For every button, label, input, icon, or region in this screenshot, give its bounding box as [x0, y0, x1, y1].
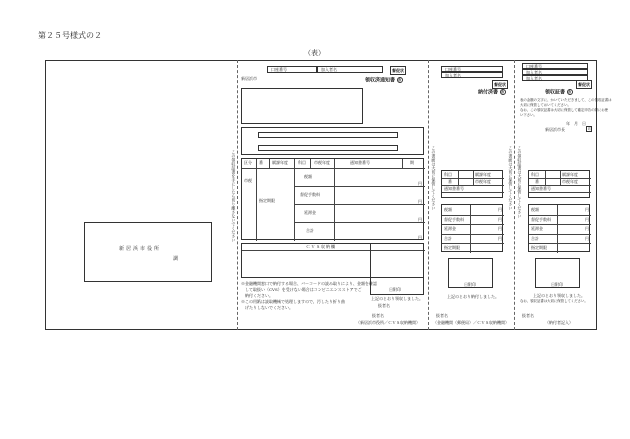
main-notice-title	[365, 77, 403, 84]
right-receipt-note2: なお、領収証書は大切に保管してください。	[520, 299, 588, 303]
main-date-stamp-box	[370, 243, 424, 295]
main-amount-total: 合計	[306, 228, 314, 233]
main-notice-circle: 市	[398, 78, 402, 82]
mid-date-stamp-box	[448, 258, 493, 288]
mid-yen-1: 円	[498, 207, 502, 212]
mid-amount-late: 延滞金	[444, 226, 456, 232]
mid-table-amounts	[441, 204, 503, 252]
mid-row-year: 市税年度	[475, 178, 491, 184]
right-row-year: 市税年度	[562, 178, 578, 184]
main-header-label-1: 口座番号	[271, 67, 287, 72]
right-amount-total: 合計	[531, 235, 539, 241]
mid-yen-3: 円	[498, 226, 502, 232]
mid-footer-label: 扱者名	[436, 313, 448, 318]
right-date-stamp-label: 日附印	[551, 282, 563, 287]
right-row-kamoku: 科目	[531, 171, 539, 177]
right-panel-divider	[514, 60, 515, 330]
right-yen-1: 円	[585, 207, 589, 212]
left-panel-divider	[237, 60, 238, 330]
main-head-year: 市税年度	[314, 160, 330, 165]
right-title-circle: 市	[568, 90, 572, 94]
main-note-4: ※この用紙は読取機械で処理しますので、汚したり折り曲	[241, 299, 345, 304]
right-issuer: 新居浜市長	[545, 127, 565, 132]
main-amount-fee: 督促手数料	[300, 192, 320, 197]
main-note-3: 納付ください。	[241, 293, 273, 298]
mid-panel-divider	[428, 60, 429, 330]
main-date-stamp-label: 日附印	[389, 287, 401, 292]
right-header-label-1: 口座番号	[526, 63, 542, 69]
right-row-fuka: 賦課年度	[562, 171, 578, 177]
right-note-1: 表の金額の文字に、かいていただきまして、この領収証書は	[520, 98, 612, 102]
right-date-label: 年 月 日	[566, 121, 586, 126]
right-amount-deadline: 指定期限	[531, 245, 547, 251]
right-receipt-note1: 上記のとおり領収しました。	[533, 293, 585, 298]
right-amount-fee: 督促手数料	[531, 216, 551, 222]
main-amount-late: 延滞金	[304, 210, 316, 215]
mid-yen-4: 円	[498, 235, 502, 241]
main-notice-title-text: 領収済通知書	[365, 77, 396, 84]
main-barcode-slot-2	[258, 145, 398, 151]
mid-row-ban: 番	[448, 178, 452, 184]
right-issuer-seal-text: 印	[588, 127, 592, 131]
right-date-stamp-box	[535, 258, 580, 288]
side-label: （表）	[304, 49, 325, 57]
right-table-top	[528, 170, 590, 198]
mid-vertical-note: この書面は大切に保管してください	[431, 146, 437, 210]
main-barcode-slot-1	[258, 132, 398, 138]
mid-table-top	[441, 170, 503, 198]
main-stamp-receipt-kind: 督促状	[390, 66, 406, 75]
main-table	[241, 158, 424, 240]
right-yen-3: 円	[585, 226, 589, 232]
main-row-label: 市税	[244, 178, 252, 183]
mid-amount-deadline: 指定期限	[444, 245, 460, 251]
right-title	[545, 89, 573, 96]
main-yen-3: 円	[418, 217, 422, 222]
mid-header-label-2: 加入者名	[445, 72, 461, 78]
main-yen-4: 円	[418, 235, 422, 240]
right-vertical-note: この領収証書は大切に保管してください	[517, 146, 523, 218]
right-note-4: い下さい。	[520, 112, 537, 117]
main-footer-label: 扱者名	[372, 313, 384, 318]
mid-amount-fee: 督促手数料	[444, 216, 464, 222]
main-fee-label: 指定期限	[259, 198, 275, 203]
main-head-ki: 期	[410, 160, 414, 165]
main-address-box	[241, 88, 363, 124]
office-address-box	[84, 222, 212, 282]
mid-footer-sub: （金融機関（郵便局）／ＣＶＳ収納機関）	[433, 320, 509, 325]
right-header-label-3: 加入者名	[526, 75, 542, 81]
mid-receipt-note: 上記のとおり納付しました。	[447, 294, 499, 299]
right-footer-label: 扱者名	[522, 313, 534, 318]
mid-title-circle: 市	[501, 90, 505, 94]
mid-row-notice: 通知書番号	[444, 185, 464, 191]
right-footer-sub: （納付者記入）	[545, 320, 573, 325]
main-cvs-label: ＣＶＳ収納欄	[306, 244, 336, 249]
right-stamp: 督促状	[576, 80, 592, 89]
main-barcode-box	[241, 127, 424, 155]
form-title: 第２５号様式の２	[38, 31, 102, 40]
right-amount-tax: 税額	[531, 207, 539, 212]
main-head-kamoku: 科目	[298, 160, 306, 165]
main-receipt-note1: 上記のとおり領収しました。	[371, 296, 423, 301]
main-note-5: げたりしないでください。	[241, 305, 293, 310]
mid-header-label-1: 口座番号	[445, 66, 461, 72]
main-receipt-note2: 扱者名	[378, 303, 390, 308]
right-notes	[520, 99, 611, 117]
right-header-label-2: 加入者名	[526, 69, 542, 75]
mid-date-stamp-label: 日附印	[464, 282, 476, 287]
office-sub: 調	[173, 256, 179, 262]
main-notes	[241, 282, 377, 310]
right-row-ban: 番	[535, 178, 539, 184]
mid-yen-2: 円	[498, 216, 502, 222]
main-header-label-2: 加入者名	[321, 67, 337, 72]
main-header-box-2	[317, 66, 383, 73]
main-vertical-note: この領収証書を手にしたら切り離さないでください	[231, 150, 237, 242]
main-head-fuka: 賦課年度	[272, 160, 288, 165]
mid-row-fuka: 賦課年度	[475, 171, 491, 177]
mid-amount-total: 合計	[444, 235, 452, 241]
mid-title-text: 納付済書	[478, 89, 499, 96]
main-amount-tax: 税額	[304, 174, 312, 179]
right-yen-2: 円	[585, 216, 589, 222]
right-issuer-seal	[586, 126, 592, 132]
mid-title	[478, 89, 506, 96]
office-label: 新居浜市役所	[119, 246, 162, 252]
right-yen-4: 円	[585, 235, 589, 241]
mid-stamp: 督促状	[492, 80, 508, 89]
main-head-notice-no: 通知書番号	[350, 160, 370, 165]
main-note-1: ※金融機関窓口で納付する場合、バーコードの読み取りにより、金額を確認	[241, 281, 377, 286]
main-head-ban: 番	[259, 160, 263, 165]
main-header-box-1	[267, 66, 317, 73]
right-note-3: なお、この領収証書は大切に保管して確定申告の際にお使	[520, 107, 609, 112]
main-yen-1: 円	[418, 181, 422, 186]
main-footer-sub: （新居浜市役所／ＣＶＳ収納機関）	[356, 320, 420, 325]
main-sender-label: 新居浜市	[241, 76, 257, 81]
right-note-2: 大切に保管しておいてください。	[520, 102, 571, 107]
mid-amount-tax: 税額	[444, 207, 452, 212]
mid-row-kamoku: 科目	[444, 171, 452, 177]
mid-header-box-2	[441, 72, 503, 78]
right-table-amounts	[528, 204, 590, 252]
main-head-kubun: 区分	[244, 160, 252, 165]
right-amount-late: 延滞金	[531, 226, 543, 232]
main-note-2: して取扱い（CVS）を受けない場合はコンビニエンスストアでご	[241, 287, 362, 292]
main-yen-2: 円	[418, 199, 422, 204]
right-title-text: 領収証書	[545, 89, 566, 96]
right-row-notice: 通知書番号	[531, 185, 551, 191]
mid-vertical-note-2: この書面は大切に保管してください	[508, 146, 514, 210]
